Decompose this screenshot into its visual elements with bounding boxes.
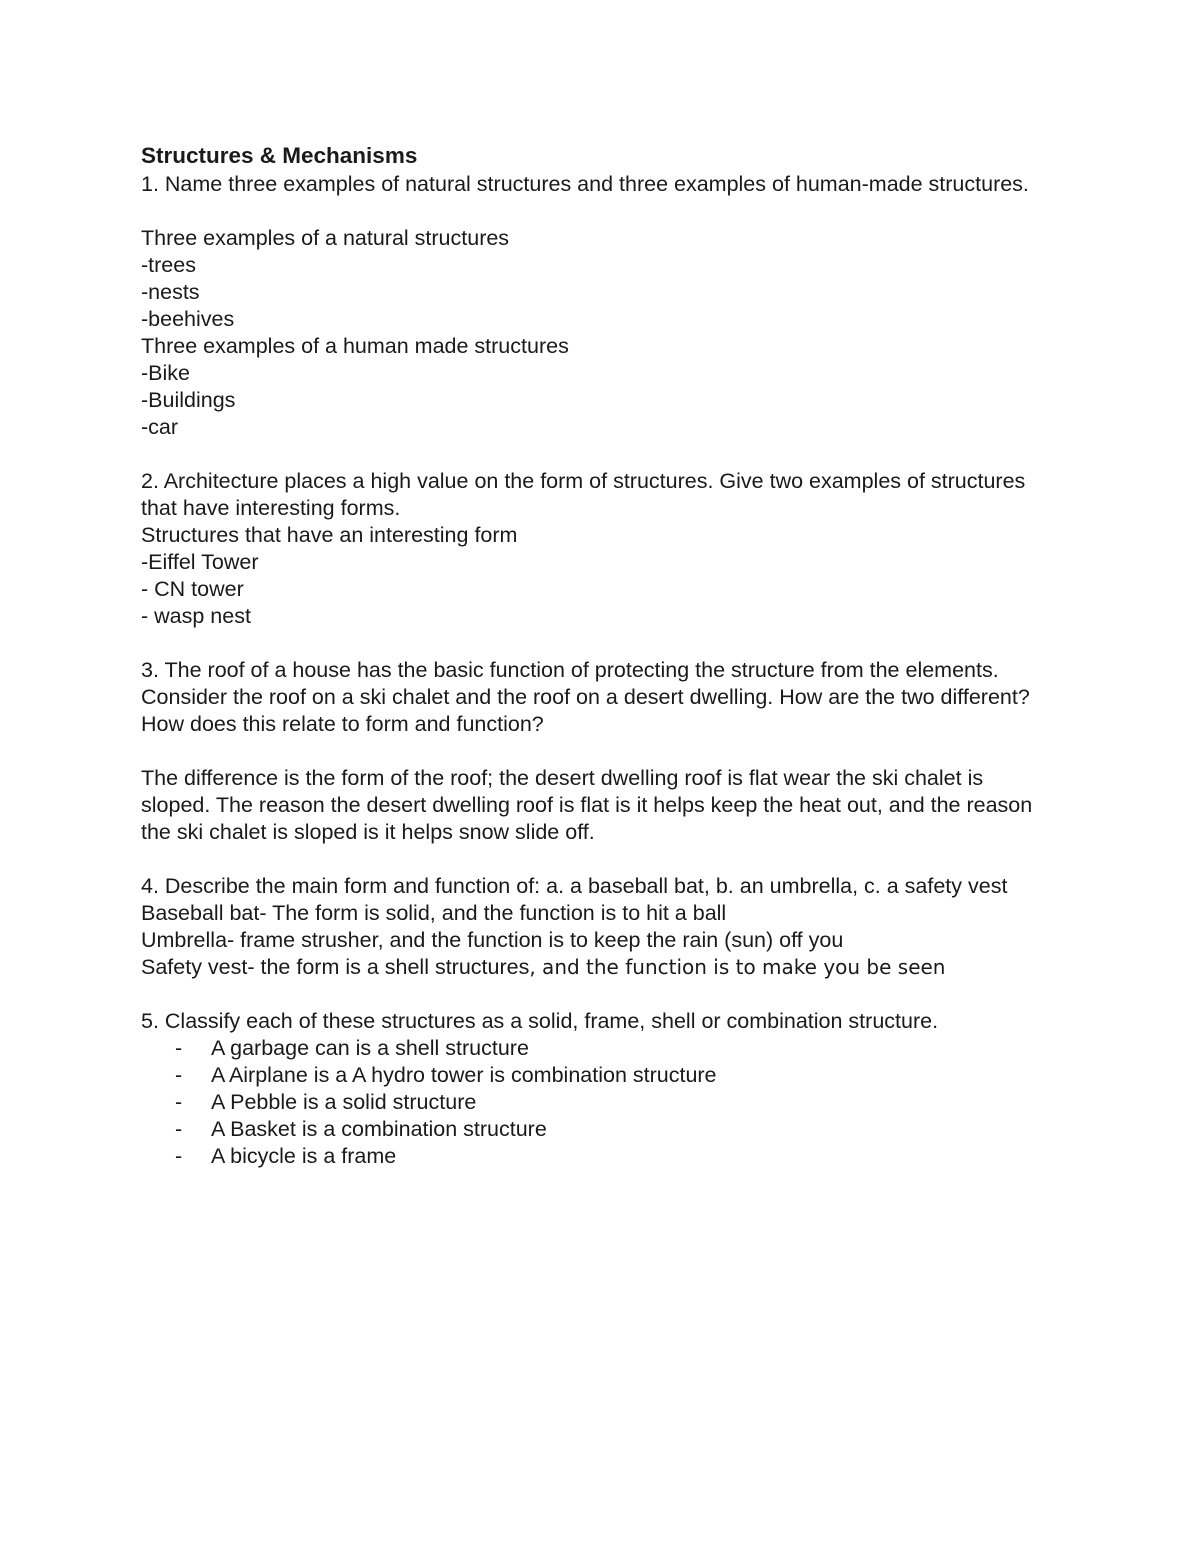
list-item — [141, 1062, 1051, 1089]
list-item — [141, 1143, 1051, 1170]
list-item: -Bike — [141, 361, 190, 385]
document-page — [141, 141, 1051, 1170]
dash-bullet: - — [175, 1090, 183, 1114]
list-item-text: A bicycle is a frame — [211, 1144, 397, 1168]
list-item-text: A Basket is a combination structure — [211, 1117, 547, 1141]
document-title: Structures & Mechanisms — [141, 143, 418, 168]
answer-safety-vest-start: Safety vest- the form is a shell structures — [141, 955, 530, 979]
list-item: - CN tower — [141, 577, 244, 601]
human-structures-heading: Three examples of a human made structures — [141, 334, 569, 358]
answer-safety-vest-end: , and the function is to make you be seen — [529, 955, 946, 979]
question-5-text: 5. Classify each of these structures as a solid, frame, shell or combination structure. — [141, 1009, 939, 1033]
dash-bullet: - — [175, 1036, 183, 1060]
list-item-text: A garbage can is a shell structure — [211, 1036, 529, 1060]
list-item-text: A Airplane is a A hydro tower is combination structure — [211, 1063, 717, 1087]
natural-structures-heading: Three examples of a natural structures — [141, 226, 510, 250]
question-1-section — [141, 171, 1051, 441]
list-item: -Eiffel Tower — [141, 550, 259, 574]
question-5-section — [141, 1008, 1051, 1170]
list-item: -Buildings — [141, 388, 236, 412]
question-2-section — [141, 468, 1051, 630]
list-item: -car — [141, 415, 179, 439]
list-item: -trees — [141, 253, 196, 277]
list-item — [141, 1035, 1051, 1062]
list-item: -nests — [141, 280, 200, 304]
classification-list — [141, 1035, 1051, 1170]
interesting-form-heading: Structures that have an interesting form — [141, 523, 518, 547]
dash-bullet: - — [175, 1063, 183, 1087]
answer-baseball-bat: Baseball bat- The form is solid, and the function is to hit a ball — [141, 901, 727, 925]
list-item-text: A Pebble is a solid structure — [211, 1090, 477, 1114]
list-item — [141, 1116, 1051, 1143]
question-1-text: 1. Name three examples of natural structures and three examples of human-made structures. — [141, 172, 1029, 196]
question-3-answer: The difference is the form of the roof; the desert dwelling roof is flat wear the ski chalet is sloped. The reason the desert dwelling roof is flat is it helps keep the heat out, and the reason the ski chalet is sloped is it helps snow slide off. — [141, 766, 1039, 844]
question-3-section — [141, 657, 1051, 846]
dash-bullet: - — [175, 1117, 183, 1141]
question-4-text: 4. Describe the main form and function of: a. a baseball bat, b. an umbrella, c. a safety vest — [141, 874, 1008, 898]
list-item: - wasp nest — [141, 604, 251, 628]
question-3-text: 3. The roof of a house has the basic function of protecting the structure from the elements. Consider the roof on a ski chalet and the roof on a desert dwelling. How are the two different? How does this relate to form and function? — [141, 658, 1036, 736]
question-2-text: 2. Architecture places a high value on the form of structures. Give two examples of structures that have interesting forms. — [141, 469, 1032, 520]
answer-umbrella: Umbrella- frame strusher, and the function is to keep the rain (sun) off you — [141, 928, 844, 952]
list-item: -beehives — [141, 307, 235, 331]
question-4-section — [141, 873, 1051, 981]
dash-bullet: - — [175, 1144, 183, 1168]
answer-safety-vest — [141, 954, 1051, 981]
list-item — [141, 1089, 1051, 1116]
